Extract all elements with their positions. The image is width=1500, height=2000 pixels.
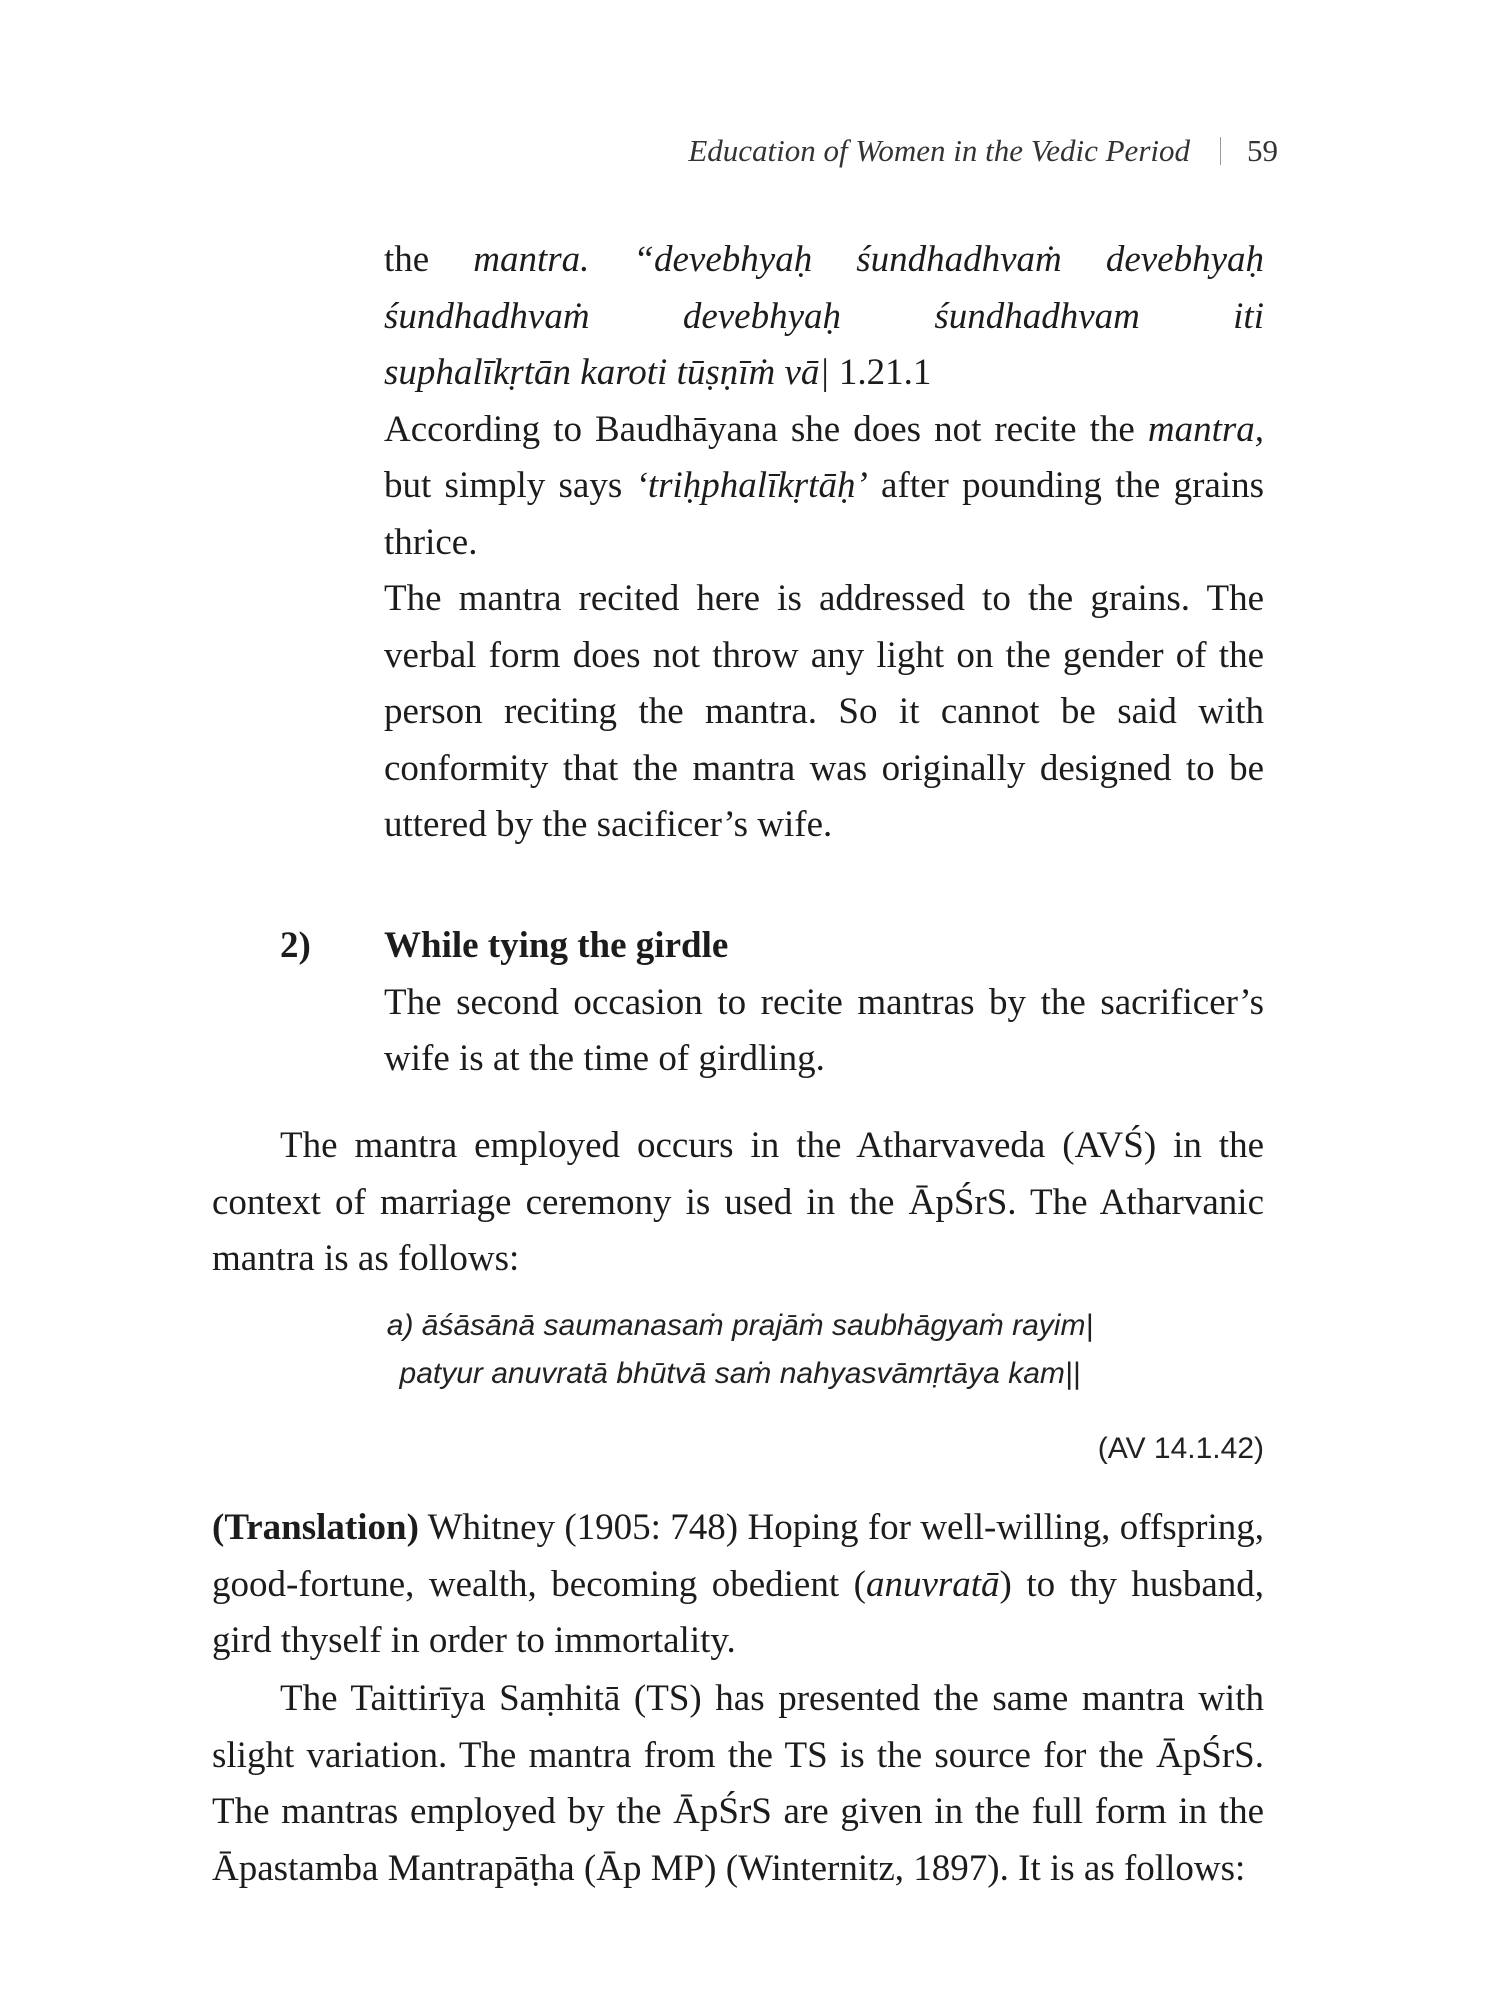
verse-reference: (AV 14.1.42) xyxy=(1097,1432,1264,1465)
girdle-paragraph: The second occasion to recite mantras by the sacrificer’s wife is at the time of girdling. xyxy=(384,981,1264,1079)
atharvaveda-paragraph: The mantra employed occurs in the Atharvaveda (AVŚ) in the context of marriage ceremony is used in the ĀpŚrS. The Atharvanic mantra is as follows: xyxy=(212,1125,1264,1279)
baudhayana-paragraph: According to Baudhāyana she does not recite the mantra, but simply says ‘triḥphalīkṛtāḥ’ after pounding the grains thrice. xyxy=(384,408,1264,563)
translation-paragraph: (Translation) Whitney (1905: 748) Hoping for well-willing, offspring, good-fortune, wealth, becoming obedient (anuvratā) to thy husband, gird thyself in order to immortality. xyxy=(212,1507,1265,1661)
girdle-section xyxy=(384,918,1264,1088)
quote-line-1: the mantra. “devebhyaḥ śundhadhvaṁ devebhyaḥ xyxy=(384,239,1265,280)
translation-label: (Translation) xyxy=(212,1507,419,1548)
taittiriya-paragraph: The Taittirīya Saṃhitā (TS) has presented the same mantra with slight variation. The mantra from the TS is the source for the ĀpŚrS. The mantras employed by the ĀpŚrS are given in the full form in the Āpastamba Mantrapāṭha (Āp MP) (Winternitz, 1897). It is as follows: xyxy=(212,1678,1264,1889)
header-title: Education of Women in the Vedic Period xyxy=(688,133,1190,168)
mantra-quote-block xyxy=(384,232,1264,854)
verse-line-2: patyur anuvratā bhūtvā saṁ nahyasvāmṛtāya kam|| xyxy=(399,1357,1081,1390)
header-divider xyxy=(1220,137,1221,165)
page-number: 59 xyxy=(1247,133,1278,168)
running-header xyxy=(688,133,1278,169)
verse-line-1: a) āśāsānā saumanasaṁ prajāṁ saubhāgyaṁ rayim| xyxy=(386,1309,1094,1342)
sanskrit-verse xyxy=(200,1302,1280,1398)
item-number: 2) xyxy=(280,925,311,966)
verbal-form-paragraph: The mantra recited here is addressed to the grains. The verbal form does not throw any light on the gender of the person reciting the mantra. So it cannot be said with conformity that the mantra was originally designed to be uttered by the sacificer’s wife. xyxy=(384,578,1264,845)
quote-line-2: śundhadhvaṁ devebhyaḥ śundhadhvam iti xyxy=(384,295,1264,337)
quote-line-3: suphalīkṛtān karoti tūṣṇīṁ vā| 1.21.1 xyxy=(384,352,932,393)
section-heading: While tying the girdle xyxy=(384,925,729,966)
